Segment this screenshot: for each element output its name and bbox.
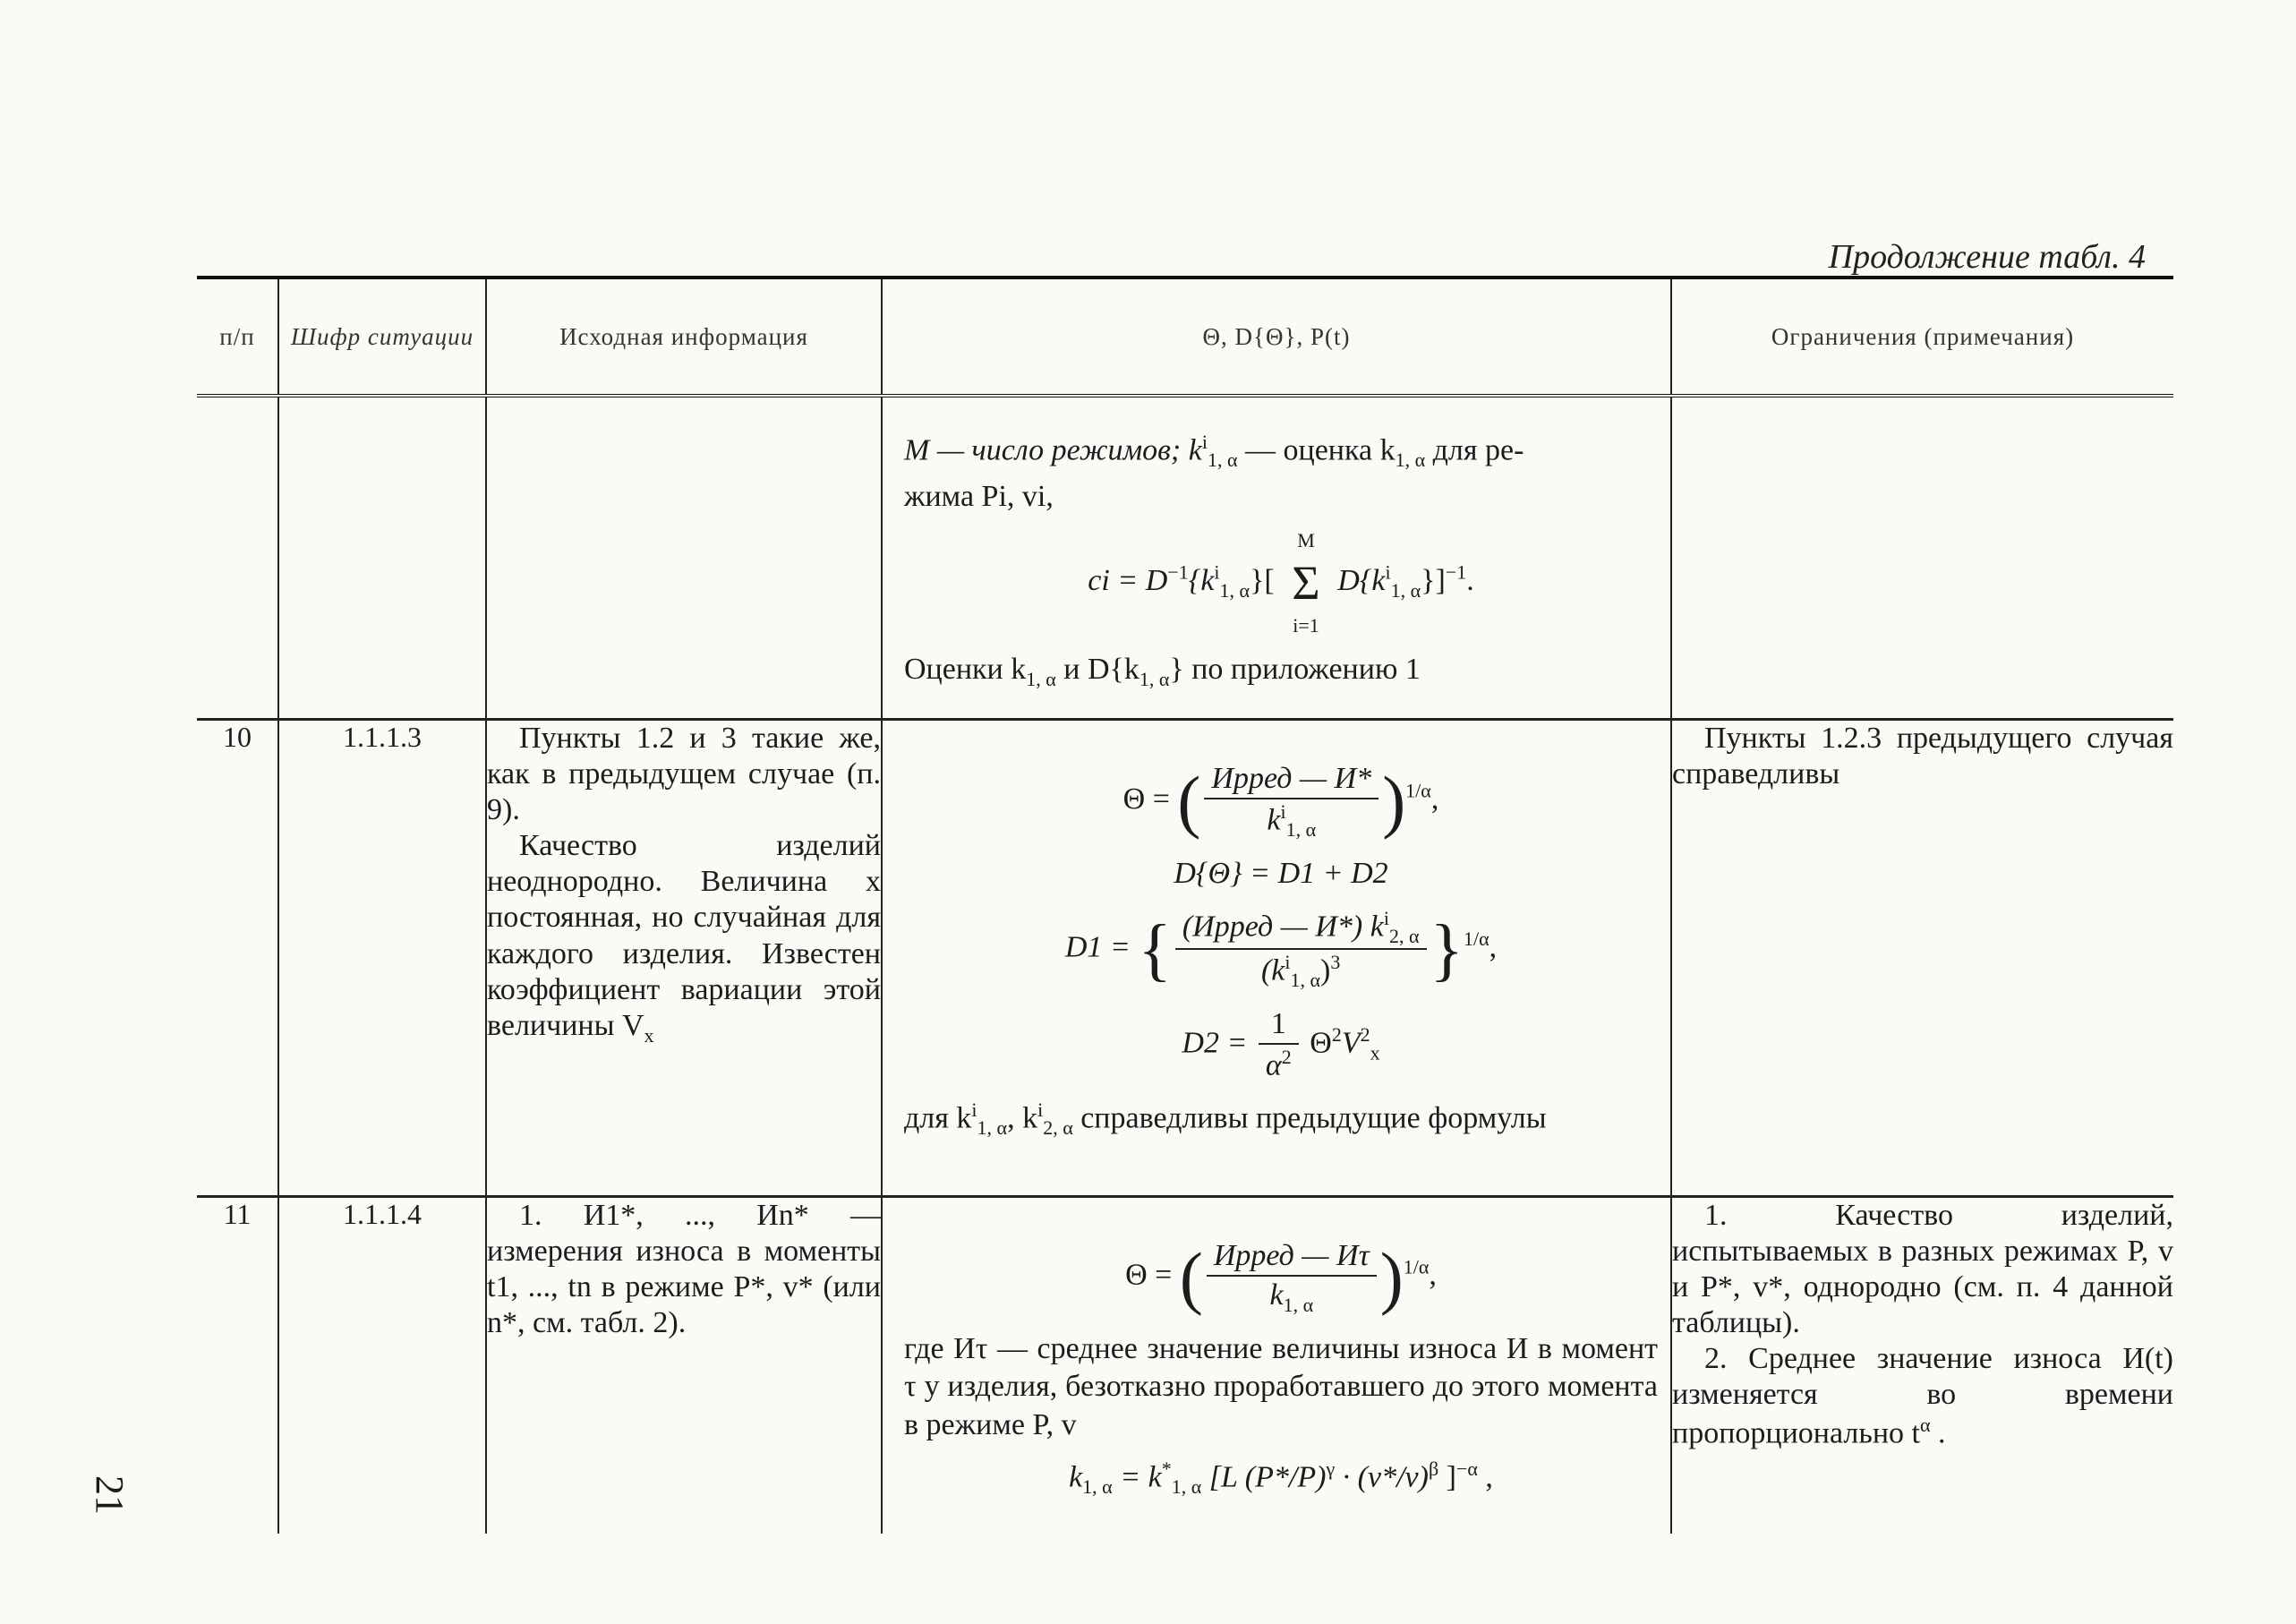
- formula-theta: Θ = ( $\frac{\text{Иpред — Иτ}}{k_{1, \alpha}}$ )$^{1/\alpha}$,: [1125, 1237, 1437, 1317]
- header-formula: Θ, D{Θ}, P(t): [882, 278, 1671, 396]
- row-number: 10: [197, 719, 278, 1196]
- cell-formula: [882, 1196, 1671, 1533]
- formula-dtheta: D{Θ} = D1 + D2: [1174, 857, 1388, 891]
- formula-theta: Θ = ( $\frac{\text{Иpред — И*}}{k^i_{1, \alpha}}$ )$^{1/\alpha}$,: [1122, 761, 1439, 842]
- table-row-11: [197, 1196, 2173, 1533]
- cell-empty: [278, 396, 486, 719]
- estimates-line: Оценки $k_{1, \alpha}$ и $D\{k_{1, \alpha}\}$ по приложению 1: [904, 652, 1421, 690]
- table-header-row: [197, 278, 2173, 396]
- row-number: 11: [197, 1196, 278, 1533]
- source-info: 1. И1*, ..., Иn* — измерения износа в моменты t1, ..., tn в режиме P*, v* (или n*, см. табл. 2).: [486, 1196, 882, 1533]
- header-info: Исходная информация: [486, 278, 882, 396]
- header-code: Шифр ситуации: [278, 278, 486, 396]
- data-table: [197, 276, 2173, 1534]
- table-row-continued: [197, 396, 2173, 719]
- cell-formula: [882, 719, 1671, 1196]
- limits-text: Пункты 1.2.3 предыдущего случая справедливы: [1671, 719, 2173, 1196]
- situation-code: 1.1.1.3: [278, 719, 486, 1196]
- limits-text: 1. Качество изделий, испытываемых в разных режимах P, v и P*, v*, однородно (см. п. 4 данной таблицы). 2. Среднее значение износа И(t) изменяется во времени пропорционально $t^\alpha$ .: [1671, 1196, 2173, 1533]
- formula-d1: D1 = { $\frac{(Иpред — И*) k^i_{2, \alpha}}{(k^i_{1, \alpha})^3}$ }$^{1/\alpha}$,: [1064, 906, 1498, 992]
- header-limits: Ограничения (примечания): [1671, 278, 2173, 396]
- header-number: п/п: [197, 278, 278, 396]
- cell-empty: [1671, 396, 2173, 719]
- table-row-10: [197, 719, 2173, 1196]
- table-continuation-title: Продолжение табл. 4: [1828, 238, 2146, 276]
- modes-line: M — число режимов; $k^i_{1, \alpha}$ — оценка $k_{1, \alpha}$ для ре-: [904, 431, 1524, 472]
- cell-empty: [197, 396, 278, 719]
- formula-c: ci = $D^{-1}\{k^i_{1, \alpha}\}$[ M Σ i=1 $D\{k^i_{1, \alpha}\}]^{-1}$.: [1088, 529, 1474, 637]
- where-text: где Иτ — среднее значение величины износа И в момент τ у изделия, безотказно проработавшего до этого момента в режиме P, v: [904, 1331, 1658, 1441]
- situation-code: 1.1.1.4: [278, 1196, 486, 1533]
- formula-d2: D2 = $\frac{1}{\alpha^2}$ $\Theta^2V^2_x$: [1182, 1006, 1380, 1082]
- page-number: 21: [88, 1475, 132, 1515]
- cell-formula: [882, 396, 1671, 719]
- source-info: Пункты 1.2 и 3 такие же, как в предыдущем случае (п. 9). Качество изделий неоднородно. Величина x постоянная, но случайная для каждого изделия. Известен коэффициент вариации этой величины $V_x$: [486, 719, 882, 1196]
- modes-line-2: жима Pi, vi,: [904, 479, 1054, 513]
- formula-note: для $k^i_{1, \alpha}$, $k^i_{2, \alpha}$ справедливы предыдущие формулы: [904, 1098, 1547, 1140]
- formula-k: $k_{1, \alpha} = k^*_{1, \alpha}$ [L $(P*/P)^\gamma \cdot (v*/v)^\beta$ ]$^{-\alpha}$ ,: [1069, 1457, 1493, 1499]
- cell-empty: [486, 396, 882, 719]
